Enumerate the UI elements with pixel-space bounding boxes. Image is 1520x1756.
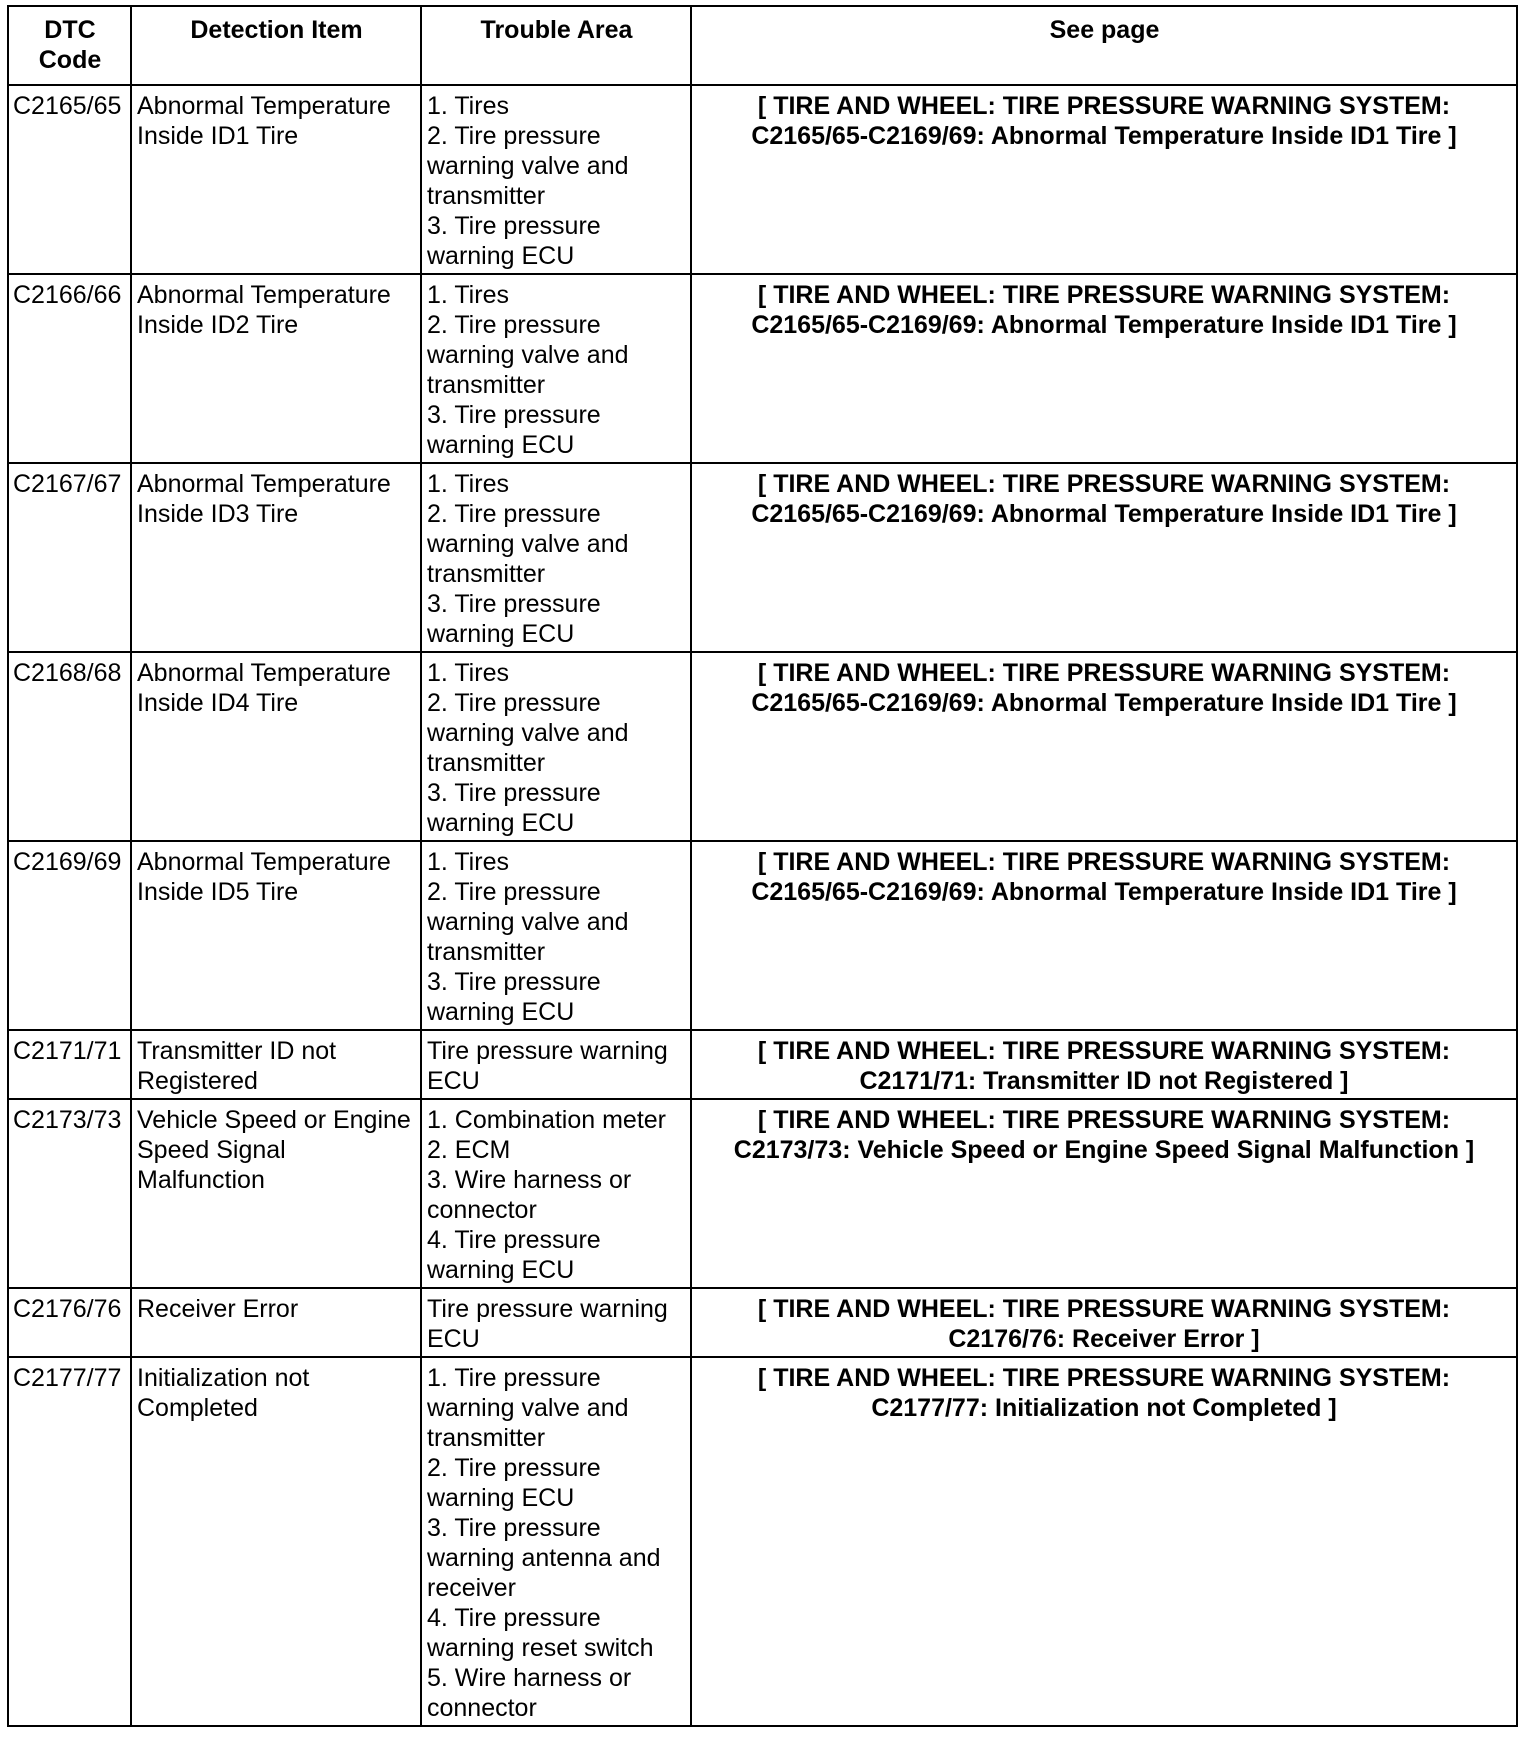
see-page-link-line-1[interactable]: [ TIRE AND WHEEL: TIRE PRESSURE WARNING SYSTEM:	[757, 848, 1451, 876]
dtc-code-cell: C2169/69	[8, 841, 131, 1030]
trouble-area-item: 3. Wire harness or connector	[427, 1166, 639, 1224]
table-row	[8, 652, 1517, 841]
table-row	[8, 841, 1517, 1030]
trouble-area-item: 3. Tire pressure warning antenna and receiver	[427, 1514, 668, 1602]
trouble-area-item: 2. Tire pressure warning valve and transmitter	[427, 500, 636, 588]
see-page-cell	[691, 274, 1517, 463]
see-page-link-line-1[interactable]: [ TIRE AND WHEEL: TIRE PRESSURE WARNING SYSTEM:	[757, 92, 1451, 120]
table-header-row	[8, 6, 1517, 85]
see-page-link-line-2[interactable]: C2165/65-C2169/69: Abnormal Temperature Inside ID1 Tire ]	[751, 500, 1457, 528]
table-row	[8, 1030, 1517, 1099]
trouble-area-item: 2. ECM	[427, 1136, 511, 1164]
see-page-cell	[691, 1099, 1517, 1288]
detection-item-cell: Abnormal Temperature Inside ID3 Tire	[131, 463, 421, 652]
header-trouble-area: Trouble Area	[421, 6, 691, 85]
header-see-page: See page	[691, 6, 1517, 85]
dtc-code-cell: C2167/67	[8, 463, 131, 652]
see-page-link-line-2[interactable]: C2165/65-C2169/69: Abnormal Temperature Inside ID1 Tire ]	[751, 122, 1457, 150]
trouble-area-item: 1. Tires	[427, 92, 509, 120]
trouble-area-item: 2. Tire pressure warning ECU	[427, 1454, 608, 1512]
dtc-table	[7, 5, 1518, 1727]
see-page-cell	[691, 652, 1517, 841]
trouble-area-cell	[421, 1357, 691, 1726]
table-row	[8, 463, 1517, 652]
see-page-cell	[691, 841, 1517, 1030]
dtc-code-cell: C2177/77	[8, 1357, 131, 1726]
trouble-area-cell	[421, 841, 691, 1030]
trouble-area-item: 3. Tire pressure warning ECU	[427, 212, 608, 270]
see-page-link-line-2[interactable]: C2165/65-C2169/69: Abnormal Temperature Inside ID1 Tire ]	[751, 689, 1457, 717]
header-dtc-code: DTC Code	[8, 6, 131, 85]
trouble-area-item: 3. Tire pressure warning ECU	[427, 779, 608, 837]
trouble-area-cell	[421, 463, 691, 652]
see-page-link-line-2[interactable]: C2173/73: Vehicle Speed or Engine Speed Signal Malfunction ]	[733, 1136, 1475, 1164]
detection-item-cell: Abnormal Temperature Inside ID1 Tire	[131, 85, 421, 274]
table-row	[8, 1099, 1517, 1288]
see-page-link-line-1[interactable]: [ TIRE AND WHEEL: TIRE PRESSURE WARNING SYSTEM:	[757, 1106, 1451, 1134]
trouble-area-item: 3. Tire pressure warning ECU	[427, 590, 608, 648]
detection-item-cell: Abnormal Temperature Inside ID2 Tire	[131, 274, 421, 463]
trouble-area-item: 3. Tire pressure warning ECU	[427, 968, 608, 1026]
detection-item-cell: Receiver Error	[131, 1288, 421, 1357]
table-row	[8, 1288, 1517, 1357]
trouble-area-item: 2. Tire pressure warning valve and transmitter	[427, 311, 636, 399]
see-page-cell	[691, 463, 1517, 652]
trouble-area-item: 1. Tires	[427, 470, 509, 498]
see-page-cell	[691, 1288, 1517, 1357]
trouble-area-cell	[421, 652, 691, 841]
detection-item-cell: Abnormal Temperature Inside ID4 Tire	[131, 652, 421, 841]
detection-item-cell: Initialization not Completed	[131, 1357, 421, 1726]
trouble-area-cell	[421, 1030, 691, 1099]
see-page-cell	[691, 85, 1517, 274]
trouble-area-cell	[421, 1099, 691, 1288]
dtc-code-cell: C2176/76	[8, 1288, 131, 1357]
see-page-link-line-1[interactable]: [ TIRE AND WHEEL: TIRE PRESSURE WARNING SYSTEM:	[757, 1295, 1451, 1323]
trouble-area-item: 5. Wire harness or connector	[427, 1664, 639, 1722]
table-row	[8, 274, 1517, 463]
trouble-area-cell	[421, 85, 691, 274]
detection-item-cell: Transmitter ID not Registered	[131, 1030, 421, 1099]
header-detection-item: Detection Item	[131, 6, 421, 85]
see-page-link-line-1[interactable]: [ TIRE AND WHEEL: TIRE PRESSURE WARNING SYSTEM:	[757, 281, 1451, 309]
see-page-cell	[691, 1357, 1517, 1726]
see-page-link-line-2[interactable]: C2165/65-C2169/69: Abnormal Temperature Inside ID1 Tire ]	[751, 311, 1457, 339]
detection-item-cell: Abnormal Temperature Inside ID5 Tire	[131, 841, 421, 1030]
trouble-area-item: Tire pressure warning ECU	[427, 1295, 675, 1353]
dtc-code-cell: C2168/68	[8, 652, 131, 841]
trouble-area-item: 2. Tire pressure warning valve and transmitter	[427, 878, 636, 966]
see-page-cell	[691, 1030, 1517, 1099]
trouble-area-item: 2. Tire pressure warning valve and transmitter	[427, 122, 636, 210]
trouble-area-item: 1. Tire pressure warning valve and transmitter	[427, 1364, 636, 1452]
see-page-link-line-2[interactable]: C2177/77: Initialization not Completed ]	[871, 1394, 1337, 1422]
trouble-area-item: 4. Tire pressure warning reset switch	[427, 1604, 654, 1662]
table-row	[8, 85, 1517, 274]
see-page-link-line-1[interactable]: [ TIRE AND WHEEL: TIRE PRESSURE WARNING SYSTEM:	[757, 1037, 1451, 1065]
trouble-area-item: 4. Tire pressure warning ECU	[427, 1226, 608, 1284]
trouble-area-item: 1. Tires	[427, 659, 509, 687]
trouble-area-item: 2. Tire pressure warning valve and transmitter	[427, 689, 636, 777]
see-page-link-line-1[interactable]: [ TIRE AND WHEEL: TIRE PRESSURE WARNING SYSTEM:	[757, 470, 1451, 498]
trouble-area-item: 1. Tires	[427, 281, 509, 309]
dtc-code-cell: C2166/66	[8, 274, 131, 463]
see-page-link-line-2[interactable]: C2165/65-C2169/69: Abnormal Temperature Inside ID1 Tire ]	[751, 878, 1457, 906]
dtc-code-cell: C2171/71	[8, 1030, 131, 1099]
dtc-code-cell: C2173/73	[8, 1099, 131, 1288]
see-page-link-line-2[interactable]: C2176/76: Receiver Error ]	[948, 1325, 1260, 1353]
see-page-link-line-1[interactable]: [ TIRE AND WHEEL: TIRE PRESSURE WARNING SYSTEM:	[757, 1364, 1451, 1392]
trouble-area-cell	[421, 1288, 691, 1357]
trouble-area-cell	[421, 274, 691, 463]
table-row	[8, 1357, 1517, 1726]
dtc-code-cell: C2165/65	[8, 85, 131, 274]
see-page-link-line-2[interactable]: C2171/71: Transmitter ID not Registered ]	[859, 1067, 1349, 1095]
trouble-area-item: Tire pressure warning ECU	[427, 1037, 675, 1095]
see-page-link-line-1[interactable]: [ TIRE AND WHEEL: TIRE PRESSURE WARNING SYSTEM:	[757, 659, 1451, 687]
trouble-area-item: 1. Combination meter	[427, 1106, 667, 1134]
trouble-area-item: 3. Tire pressure warning ECU	[427, 401, 608, 459]
trouble-area-item: 1. Tires	[427, 848, 509, 876]
detection-item-cell: Vehicle Speed or Engine Speed Signal Malfunction	[131, 1099, 421, 1288]
